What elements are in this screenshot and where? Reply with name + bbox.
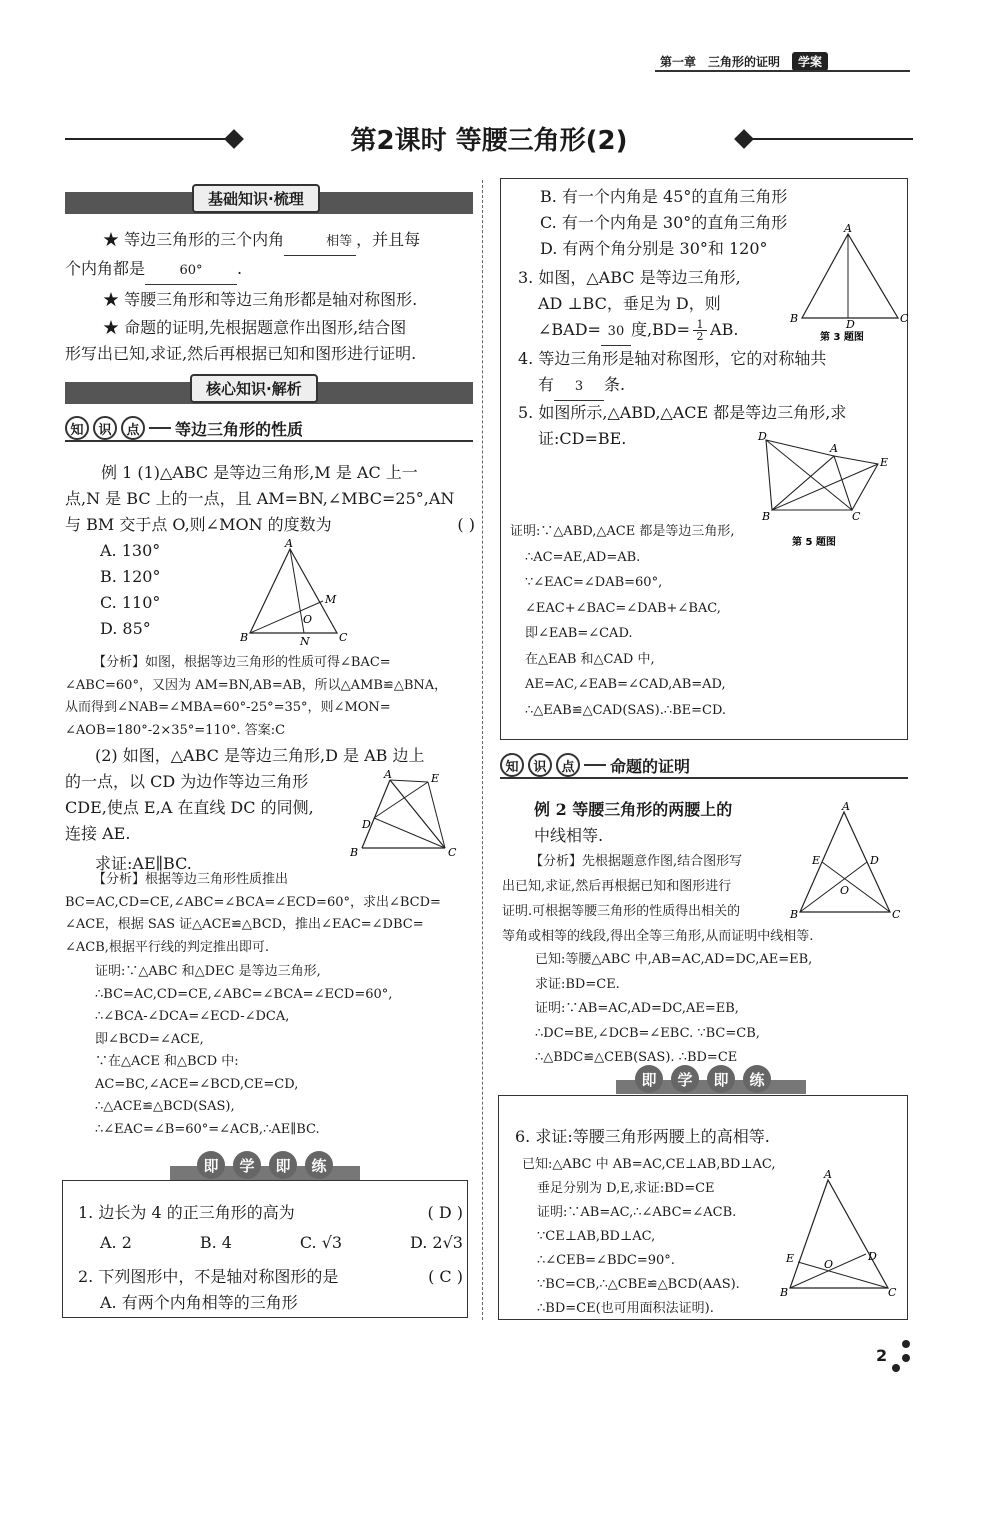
svg-text:E: E	[812, 854, 821, 867]
ex2-proof	[535, 948, 905, 1071]
kp-char: 知	[500, 753, 524, 777]
basic-knowledge	[65, 227, 475, 367]
svg-text:E: E	[786, 1252, 795, 1265]
q6-proof	[522, 1153, 822, 1321]
svg-text:C: C	[852, 510, 861, 523]
basic-item-1: ★ 等边三角形的三个内角 相等 ，并且每	[65, 227, 475, 256]
chapter-number: 第一章	[660, 54, 697, 69]
svg-text:D: D	[846, 318, 855, 331]
basic-item-1b: 个内角都是 60° .	[65, 256, 475, 285]
proof-line: ∵BC=CB,∴△CBE≌△BCD(AAS).	[537, 1277, 740, 1292]
practice-char: 即	[635, 1065, 663, 1093]
blank-answer: 3	[554, 374, 604, 401]
svg-text:B: B	[762, 510, 771, 523]
practice-char: 即	[197, 1151, 225, 1179]
q1: 1. 边长为 4 的正三角形的高为 ( D )	[78, 1203, 463, 1222]
ex2-line: 例 2 等腰三角形的两腰上的	[534, 800, 733, 819]
svg-text:A: A	[384, 770, 392, 781]
ex1-p2-line: 的一点，以 CD 为边作等边三角形	[65, 772, 309, 791]
analysis-line: ∠ABC=60°，又因为 AM=BN,AB=AB，所以△AMB≌△BNA，	[65, 677, 448, 693]
ex1-p2-line: CDE,使点 E,A 在直线 DC 的同侧,	[65, 798, 314, 817]
analysis-line: 【分析】如图，根据等边三角形的性质可得∠BAC=	[93, 655, 391, 670]
svg-text:B: B	[350, 846, 359, 859]
analysis-line: 等角或相等的线段,得出全等三角形,从而证明中线相等.	[502, 929, 814, 944]
header-rule	[655, 70, 910, 72]
svg-text:C: C	[892, 908, 901, 921]
svg-text:D: D	[362, 818, 371, 831]
proof-line: AE=AC,∠EAB=∠CAD,AB=AD,	[525, 677, 726, 692]
page-title: 第2课时 等腰三角形(2)	[350, 126, 628, 156]
q3-figure	[788, 222, 913, 342]
figure-caption: 第 3 题图	[820, 332, 864, 342]
q5-line: 证:CD=BE.	[538, 429, 627, 448]
knowledge-point-2	[500, 753, 908, 779]
ex2-analysis	[502, 849, 902, 949]
q4	[518, 346, 903, 401]
proof-line: ∴∠BCA-∠DCA=∠ECD-∠DCA,	[95, 1009, 290, 1024]
svg-text:D: D	[758, 430, 767, 443]
svg-text:C: C	[448, 846, 457, 859]
q2-answer: C	[439, 1267, 452, 1286]
q3	[518, 265, 798, 346]
ex1-p2-line: (2) 如图，△ABC 是等边三角形,D 是 AB 边上	[95, 746, 425, 765]
proof-line: 在△EAB 和△CAD 中,	[525, 651, 655, 667]
analysis-line: 出已知,求证,然后再根据已知和图形进行	[502, 879, 732, 894]
analysis-line: 从而得到∠NAB=∠MBA=60°-25°=35°，则∠MON=	[65, 700, 391, 715]
basic-item-2: ★ 等腰三角形和等边三角形都是轴对称图形.	[103, 290, 418, 309]
ex2-line: 中线相等.	[534, 826, 604, 845]
basic-item-3a: ★ 命题的证明,先根据题意作出图形,结合图	[103, 318, 407, 337]
svg-text:N: N	[300, 635, 310, 647]
practice-header-left	[62, 1156, 468, 1180]
q1-option: C. √3	[299, 1233, 343, 1252]
proof-line: 垂足分别为 D,E,求证:BD=CE	[537, 1181, 715, 1196]
svg-text:C: C	[339, 631, 348, 644]
proof-line: ∴BC=AC,CD=CE,∠ABC=∠BCA=∠ECD=60°,	[95, 986, 393, 1002]
knowledge-point-1	[65, 416, 473, 442]
q4-line: 有 3 条.	[518, 372, 903, 401]
ex1-option: C. 110°	[100, 593, 161, 612]
chapter-title: 三角形的证明	[708, 54, 781, 69]
proof-line: ∴DC=BE,∠DCB=∠EBC. ∵BC=CB,	[535, 1025, 760, 1041]
ex1-option: D. 85°	[100, 619, 151, 638]
ex1-line: 与 BM 交于点 O,则∠MON 的度数为 ( )	[65, 512, 475, 538]
fraction-num: 1	[696, 318, 704, 331]
blank-answer: 30	[601, 319, 631, 346]
proof-line: ∴△BDC≌△CEB(SAS). ∴BD=CE	[535, 1050, 738, 1065]
proof-line: 已知:等腰△ABC 中,AB=AC,AD=DC,AE=EB,	[535, 952, 813, 967]
svg-text:A: A	[842, 800, 850, 813]
kp-char: 识	[528, 753, 552, 777]
ex1-option: A. 130°	[100, 541, 161, 560]
analysis-line: 【分析】先根据题意作图,结合图形写	[530, 854, 743, 869]
proof-line: 已知:△ABC 中 AB=AC,CE⊥AB,BD⊥AC,	[522, 1157, 776, 1172]
proof-line: 证明:∵AB=AC,AD=DC,AE=EB,	[535, 1001, 739, 1016]
analysis-line: 证明.可根据等腰三角形的性质得出相关的	[502, 904, 741, 919]
analysis-line: ∠ACE，根据 SAS 证△ACE≌△BCD，推出∠EAC=∠DBC=	[65, 917, 424, 932]
q6-line: 6. 求证:等腰三角形两腰上的高相等.	[515, 1127, 770, 1146]
proof-line: ∠EAC+∠BAC=∠DAB+∠BAC,	[525, 600, 721, 616]
chapter-header	[660, 52, 910, 70]
proof-line: ∵在△ACE 和△BCD 中:	[95, 1054, 239, 1069]
section-label-basic: 基础知识·梳理	[192, 184, 320, 213]
practice-char: 即	[707, 1065, 735, 1093]
svg-text:C: C	[888, 1286, 897, 1299]
q1-option: D. 2√3	[410, 1233, 463, 1252]
analysis-line: ∠ACB,根据平行线的判定推出即可.	[65, 939, 270, 955]
kp-char: 点	[556, 753, 580, 777]
proof-line: 即∠EAB=∠CAD.	[525, 626, 633, 641]
q4-line: 4. 等边三角形是轴对称图形，它的对称轴共	[518, 349, 827, 368]
proof-line: ∴∠EAC=∠B=60°=∠ACB,∴AE∥BC.	[95, 1121, 320, 1137]
ex1-proof2	[95, 961, 475, 1141]
q1-option: B. 4	[199, 1233, 232, 1252]
svg-text:E: E	[431, 772, 440, 785]
q1-answer: D	[438, 1203, 452, 1222]
practice-char: 即	[269, 1151, 297, 1179]
proof-line: ∴BD=CE(也可用面积法证明).	[537, 1301, 714, 1316]
blank-answer: 60°	[145, 258, 237, 285]
proof-line: 证明:∵△ABC 和△DEC 是等边三角形,	[95, 964, 321, 979]
proof-line: ∵∠EAC=∠DAB=60°,	[525, 575, 663, 590]
kp-title: 等边三角形的性质	[175, 419, 304, 439]
practice-header-right	[498, 1070, 908, 1094]
q6	[515, 1124, 905, 1150]
practice-left-content	[78, 1200, 463, 1316]
proof-line: AC=BC,∠ACE=∠BCD,CE=CD,	[95, 1076, 299, 1092]
ex1-option: B. 120°	[100, 567, 161, 586]
proof-line: ∴∠CEB=∠BDC=90°.	[537, 1253, 675, 1268]
basic-item-3b: 形写出已知,求证,然后再根据已知和图形进行证明.	[65, 344, 417, 363]
ex1-figure	[240, 537, 355, 647]
q5-line: 5. 如图所示,△ABD,△ACE 都是等边三角形,求	[518, 403, 847, 422]
proof-line: ∴△EAB≌△CAD(SAS).∴BE=CD.	[525, 702, 727, 718]
ex1-p2-line: 求证:AE∥BC.	[95, 854, 192, 873]
practice-char: 学	[671, 1065, 699, 1093]
kp-char: 知	[65, 416, 89, 440]
proof-line: 求证:BD=CE.	[535, 976, 620, 992]
ex1-line: 点,N 是 BC 上的一点，且 AM=BN,∠MBC=25°,AN	[65, 489, 455, 508]
q2-option: C. 有一个内角是 30°的直角三角形	[540, 213, 788, 232]
blank-answer: 相等	[284, 229, 356, 256]
q5-proof	[510, 519, 790, 723]
answer-bracket: ( )	[457, 515, 475, 534]
ex1-part2-figure	[350, 770, 465, 865]
svg-text:O: O	[303, 613, 313, 626]
q2: 2. 下列图形中，不是轴对称图形的是 ( C )	[78, 1267, 463, 1286]
svg-text:B: B	[790, 908, 799, 921]
svg-text:E: E	[880, 456, 889, 469]
ex1-analysis	[65, 652, 475, 742]
analysis-line: 【分析】根据等边三角形性质推出	[93, 872, 289, 887]
svg-text:B: B	[780, 1286, 789, 1299]
svg-text:A: A	[285, 537, 293, 550]
q6-figure	[780, 1168, 905, 1300]
q3-line: AD ⊥BC，垂足为 D，则	[538, 294, 721, 313]
proof-line: 证明:∵AB=AC,∴∠ABC=∠ACB.	[537, 1205, 737, 1220]
svg-text:D: D	[868, 1250, 877, 1263]
figure-caption: 第 5 题图	[792, 537, 836, 548]
fraction-den: 2	[693, 330, 707, 342]
practice-char: 练	[743, 1065, 771, 1093]
page-number: 2	[876, 1346, 888, 1365]
q3-line: 3. 如图，△ABC 是等边三角形,	[518, 268, 741, 287]
proof-line: ∴AC=AE,AD=AB.	[525, 549, 641, 565]
q2-option-a: A. 有两个内角相等的三角形	[100, 1293, 298, 1312]
decorative-dots-icon	[884, 1336, 914, 1376]
ex1-line: 例 1 (1)△ABC 是等边三角形,M 是 AC 上一	[101, 463, 418, 482]
svg-text:A: A	[824, 1168, 832, 1181]
svg-text:M: M	[325, 593, 337, 606]
kp-char: 识	[93, 416, 117, 440]
q2-option: B. 有一个内角是 45°的直角三角形	[540, 187, 788, 206]
svg-text:B: B	[240, 631, 249, 644]
header-tag: 学案	[792, 52, 828, 71]
section-label-core: 核心知识·解析	[190, 374, 318, 403]
svg-text:A: A	[830, 442, 838, 455]
kp-char: 点	[121, 416, 145, 440]
practice-char: 练	[305, 1151, 333, 1179]
svg-text:O: O	[824, 1258, 834, 1271]
svg-text:O: O	[840, 884, 850, 897]
svg-text:D: D	[870, 854, 879, 867]
kp-title: 命题的证明	[610, 756, 691, 776]
proof-line: 证明:∵△ABD,△ACE 都是等边三角形,	[510, 524, 735, 539]
svg-text:C: C	[900, 312, 909, 325]
q2-option: D. 有两个角分别是 30°和 120°	[540, 239, 768, 258]
proof-line: ∵CE⊥AB,BD⊥AC,	[537, 1229, 656, 1244]
ex1-p2-line: 连接 AE.	[65, 824, 131, 843]
example-2	[534, 797, 804, 849]
proof-line: 即∠BCD=∠ACE,	[95, 1031, 204, 1047]
lesson-title-row	[65, 120, 913, 160]
q1-options	[78, 1230, 463, 1256]
svg-text:A: A	[844, 222, 852, 235]
practice-char: 学	[233, 1151, 261, 1179]
svg-text:B: B	[790, 312, 799, 325]
q1-option: A. 2	[100, 1233, 132, 1252]
analysis-line: BC=AC,CD=CE,∠ABC=∠BCA=∠ECD=60°，求出∠BCD=	[65, 894, 441, 910]
analysis-line: ∠AOB=180°-2×35°=110°. 答案:C	[65, 722, 286, 738]
proof-line: ∴△ACE≌△BCD(SAS),	[95, 1099, 235, 1114]
q3-line: ∠BAD= 30 度,BD= $\frac{1}{2}$ AB.	[518, 317, 798, 346]
column-divider	[482, 180, 483, 1320]
ex1-analysis2	[65, 869, 475, 959]
